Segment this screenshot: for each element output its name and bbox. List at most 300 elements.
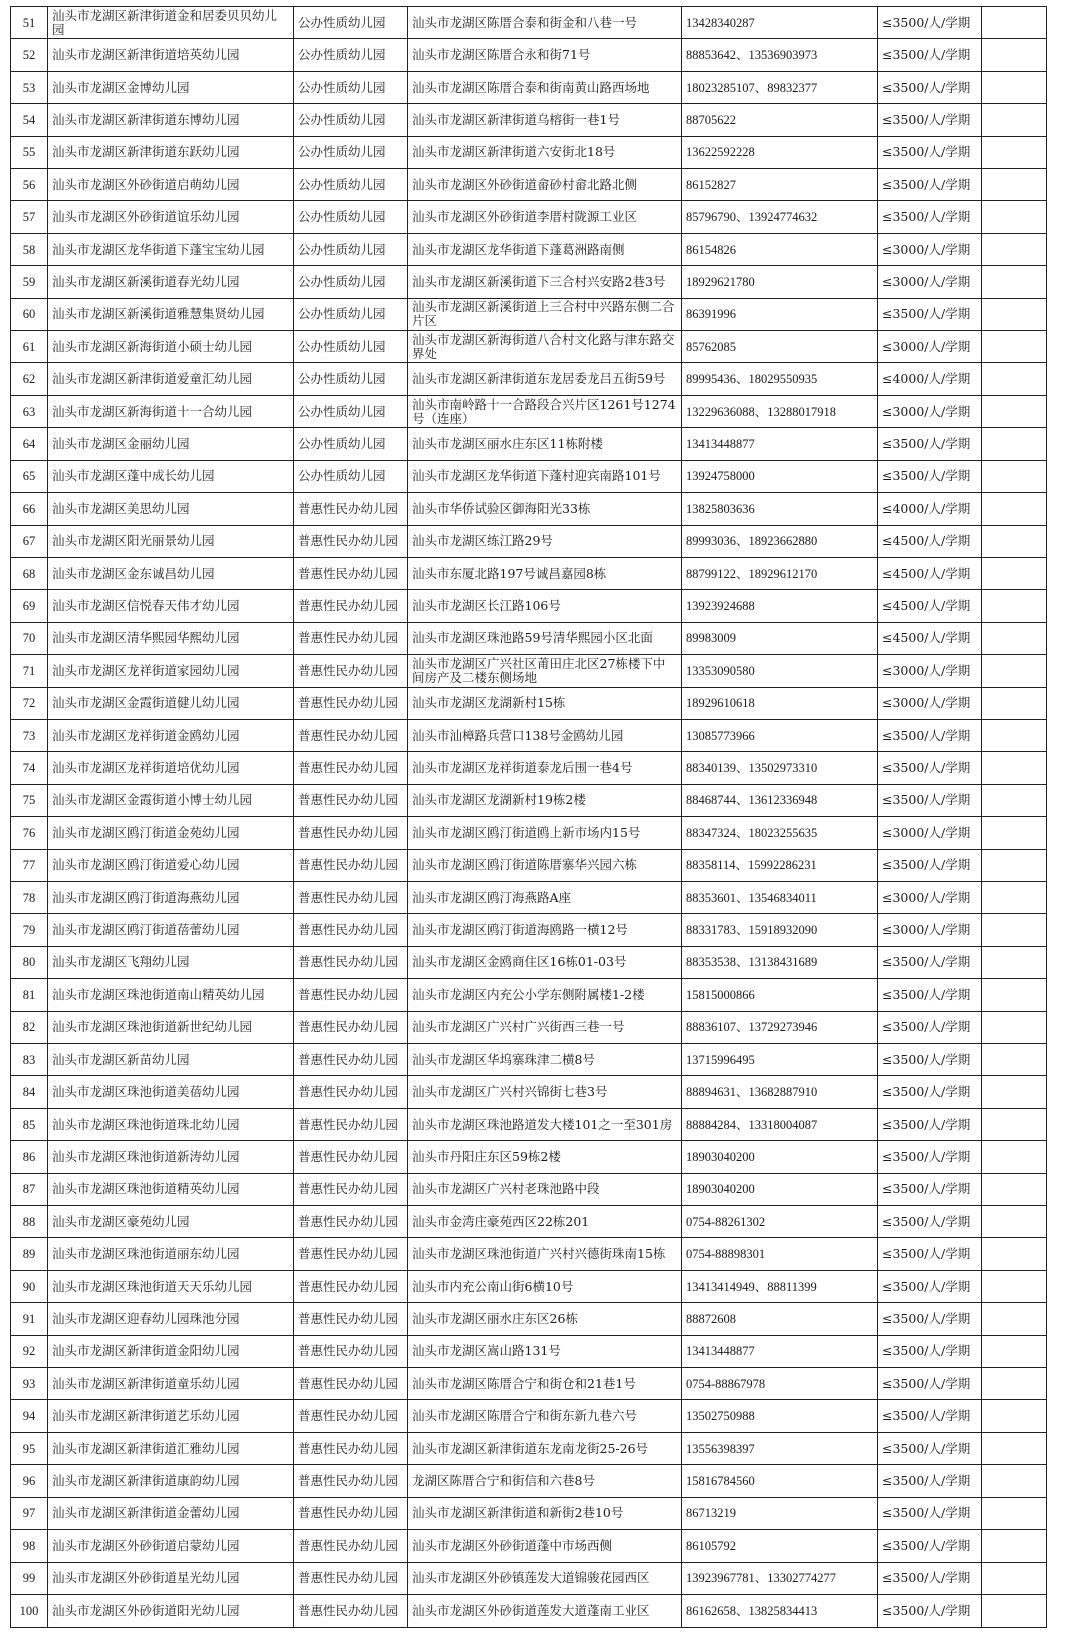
empty-cell — [982, 460, 1047, 492]
table-row — [11, 557, 1047, 589]
row-number-cell: 79 — [11, 914, 48, 946]
kindergarten-name-cell: 汕头市龙湖区新津街道东跃幼儿园 — [48, 136, 294, 168]
address-cell: 汕头市龙湖区广兴社区莆田庄北区27栋楼下中间房产及二楼东侧场地 — [408, 655, 682, 687]
fee-cell: ≤3500/人/学期 — [878, 1432, 982, 1464]
fee-cell: ≤3500/人/学期 — [878, 1108, 982, 1140]
address-cell: 龙湖区陈厝合宁和街信和六巷8号 — [408, 1465, 682, 1497]
kindergarten-name-cell: 汕头市龙湖区珠池街道新涛幼儿园 — [48, 1141, 294, 1173]
fee-cell: ≤3500/人/学期 — [878, 1335, 982, 1367]
row-number-cell: 67 — [11, 525, 48, 557]
address-cell: 汕头市龙湖区新溪街道下三合村兴安路2巷3号 — [408, 266, 682, 298]
empty-cell — [982, 104, 1047, 136]
phone-cell: 18023285107、89832377 — [682, 71, 878, 103]
kindergarten-type-cell: 普惠性民办幼儿园 — [294, 979, 408, 1011]
kindergarten-type-cell: 公办性质幼儿园 — [294, 428, 408, 460]
table-row — [11, 71, 1047, 103]
empty-cell — [982, 493, 1047, 525]
address-cell: 汕头市南岭路十一合路段合兴片区1261号1274号（连座） — [408, 395, 682, 427]
address-cell: 汕头市龙湖区陈厝合泰和街南黄山路西场地 — [408, 71, 682, 103]
kindergarten-name-cell: 汕头市龙湖区珠池街道南山精英幼儿园 — [48, 979, 294, 1011]
table-row — [11, 914, 1047, 946]
kindergarten-type-cell: 公办性质幼儿园 — [294, 136, 408, 168]
row-number-cell: 88 — [11, 1206, 48, 1238]
table-row — [11, 784, 1047, 816]
phone-cell: 86391996 — [682, 298, 878, 330]
phone-cell: 86713219 — [682, 1497, 878, 1529]
kindergarten-name-cell: 汕头市龙湖区新津街道艺乐幼儿园 — [48, 1400, 294, 1432]
address-cell: 汕头市龙湖区新津街道六安街北18号 — [408, 136, 682, 168]
table-row — [11, 1270, 1047, 1302]
kindergarten-type-cell: 普惠性民办幼儿园 — [294, 1497, 408, 1529]
fee-cell: ≤3500/人/学期 — [878, 1303, 982, 1335]
row-number-cell: 55 — [11, 136, 48, 168]
kindergarten-name-cell: 汕头市龙湖区新津街道康韵幼儿园 — [48, 1465, 294, 1497]
table-row — [11, 1303, 1047, 1335]
address-cell: 汕头市龙湖区嵩山路131号 — [408, 1335, 682, 1367]
kindergarten-name-cell: 汕头市龙湖区新津街道培英幼儿园 — [48, 39, 294, 71]
row-number-cell: 70 — [11, 622, 48, 654]
kindergarten-type-cell: 普惠性民办幼儿园 — [294, 817, 408, 849]
kindergarten-name-cell: 汕头市龙湖区外砂街道阳光幼儿园 — [48, 1594, 294, 1627]
kindergarten-name-cell: 汕头市龙湖区蓬中成长幼儿园 — [48, 460, 294, 492]
row-number-cell: 97 — [11, 1497, 48, 1529]
table-row — [11, 1206, 1047, 1238]
row-number-cell: 53 — [11, 71, 48, 103]
fee-cell: ≤3500/人/学期 — [878, 1206, 982, 1238]
address-cell: 汕头市龙湖区丽水庄东区11栋附楼 — [408, 428, 682, 460]
fee-cell: ≤3500/人/学期 — [878, 1594, 982, 1627]
row-number-cell: 77 — [11, 849, 48, 881]
kindergarten-type-cell: 普惠性民办幼儿园 — [294, 946, 408, 978]
fee-cell: ≤4500/人/学期 — [878, 557, 982, 589]
kindergarten-type-cell: 普惠性民办幼儿园 — [294, 1465, 408, 1497]
empty-cell — [982, 1044, 1047, 1076]
phone-cell: 13085773966 — [682, 719, 878, 751]
address-cell: 汕头市龙湖区长江路106号 — [408, 590, 682, 622]
table-row — [11, 460, 1047, 492]
kindergarten-type-cell: 公办性质幼儿园 — [294, 39, 408, 71]
table-row — [11, 525, 1047, 557]
kindergarten-type-cell: 普惠性民办幼儿园 — [294, 1335, 408, 1367]
address-cell: 汕头市龙湖区珠池路道发大楼101之一至301房 — [408, 1108, 682, 1140]
fee-cell: ≤4500/人/学期 — [878, 525, 982, 557]
kindergarten-type-cell: 普惠性民办幼儿园 — [294, 914, 408, 946]
kindergarten-name-cell: 汕头市龙湖区龙祥街道培优幼儿园 — [48, 752, 294, 784]
kindergarten-type-cell: 公办性质幼儿园 — [294, 266, 408, 298]
kindergarten-type-cell: 普惠性民办幼儿园 — [294, 687, 408, 719]
empty-cell — [982, 1076, 1047, 1108]
row-number-cell: 83 — [11, 1044, 48, 1076]
fee-cell: ≤3500/人/学期 — [878, 298, 982, 330]
kindergarten-type-cell: 普惠性民办幼儿园 — [294, 525, 408, 557]
phone-cell: 88853642、13536903973 — [682, 39, 878, 71]
table-row — [11, 7, 1047, 39]
phone-cell: 89993036、18923662880 — [682, 525, 878, 557]
fee-cell: ≤3000/人/学期 — [878, 266, 982, 298]
kindergarten-name-cell: 汕头市龙湖区新津街道东博幼儿园 — [48, 104, 294, 136]
table-row — [11, 395, 1047, 427]
kindergarten-name-cell: 汕头市龙湖区新津街道金和居委贝贝幼儿园 — [48, 7, 294, 39]
fee-cell: ≤3500/人/学期 — [878, 1044, 982, 1076]
kindergarten-name-cell: 汕头市龙湖区珠池街道珠北幼儿园 — [48, 1108, 294, 1140]
empty-cell — [982, 7, 1047, 39]
row-number-cell: 99 — [11, 1562, 48, 1594]
address-cell: 汕头市龙湖区鸥汀街道鸥上新市场内15号 — [408, 817, 682, 849]
phone-cell: 0754-88898301 — [682, 1238, 878, 1270]
table-row — [11, 363, 1047, 395]
address-cell: 汕头市龙湖区外砂街道李厝村陇源工业区 — [408, 201, 682, 233]
kindergarten-name-cell: 汕头市龙湖区清华熙园华熙幼儿园 — [48, 622, 294, 654]
empty-cell — [982, 1335, 1047, 1367]
fee-cell: ≤3500/人/学期 — [878, 39, 982, 71]
kindergarten-type-cell: 普惠性民办幼儿园 — [294, 1011, 408, 1043]
address-cell: 汕头市龙湖区新海街道八合村文化路与津东路交界处 — [408, 331, 682, 363]
kindergarten-type-cell: 普惠性民办幼儿园 — [294, 719, 408, 751]
empty-cell — [982, 233, 1047, 265]
phone-cell: 13924758000 — [682, 460, 878, 492]
row-number-cell: 54 — [11, 104, 48, 136]
table-row — [11, 201, 1047, 233]
kindergarten-name-cell: 汕头市龙湖区外砂街道启萌幼儿园 — [48, 169, 294, 201]
empty-cell — [982, 590, 1047, 622]
empty-cell — [982, 1303, 1047, 1335]
fee-cell: ≤3500/人/学期 — [878, 1368, 982, 1400]
row-number-cell: 85 — [11, 1108, 48, 1140]
empty-cell — [982, 1497, 1047, 1529]
fee-cell: ≤3500/人/学期 — [878, 719, 982, 751]
kindergarten-type-cell: 公办性质幼儿园 — [294, 395, 408, 427]
row-number-cell: 81 — [11, 979, 48, 1011]
address-cell: 汕头市龙湖区金鸥商住区16栋01-03号 — [408, 946, 682, 978]
address-cell: 汕头市龙湖区华坞寨珠津二横8号 — [408, 1044, 682, 1076]
phone-cell: 86105792 — [682, 1530, 878, 1562]
phone-cell: 88353538、13138431689 — [682, 946, 878, 978]
row-number-cell: 63 — [11, 395, 48, 427]
phone-cell: 88836107、13729273946 — [682, 1011, 878, 1043]
fee-cell: ≤3500/人/学期 — [878, 1173, 982, 1205]
table-row — [11, 687, 1047, 719]
empty-cell — [982, 1270, 1047, 1302]
row-number-cell: 76 — [11, 817, 48, 849]
address-cell: 汕头市龙湖区龙华街道下蓬村迎宾南路101号 — [408, 460, 682, 492]
address-cell: 汕头市龙湖区龙湖新村19栋2楼 — [408, 784, 682, 816]
row-number-cell: 71 — [11, 655, 48, 687]
kindergarten-type-cell: 普惠性民办幼儿园 — [294, 1270, 408, 1302]
kindergarten-type-cell: 普惠性民办幼儿园 — [294, 1206, 408, 1238]
table-row — [11, 1335, 1047, 1367]
kindergarten-name-cell: 汕头市龙湖区金丽幼儿园 — [48, 428, 294, 460]
table-row — [11, 233, 1047, 265]
fee-cell: ≤4000/人/学期 — [878, 363, 982, 395]
kindergarten-name-cell: 汕头市龙湖区阳光丽景幼儿园 — [48, 525, 294, 557]
kindergarten-type-cell: 公办性质幼儿园 — [294, 331, 408, 363]
empty-cell — [982, 201, 1047, 233]
phone-cell: 13353090580 — [682, 655, 878, 687]
kindergarten-name-cell: 汕头市龙湖区新溪街道春光幼儿园 — [48, 266, 294, 298]
table-row — [11, 1011, 1047, 1043]
fee-cell: ≤3500/人/学期 — [878, 1141, 982, 1173]
address-cell: 汕头市龙湖区陈厝合宁和街东新九巷六号 — [408, 1400, 682, 1432]
address-cell: 汕头市东厦北路197号诚昌嘉园8栋 — [408, 557, 682, 589]
table-row — [11, 1530, 1047, 1562]
address-cell: 汕头市龙湖区新溪街道上三合村中兴路东侧二合片区 — [408, 298, 682, 330]
row-number-cell: 98 — [11, 1530, 48, 1562]
kindergarten-type-cell: 公办性质幼儿园 — [294, 71, 408, 103]
kindergarten-name-cell: 汕头市龙湖区金霞街道健儿幼儿园 — [48, 687, 294, 719]
fee-cell: ≤3500/人/学期 — [878, 428, 982, 460]
kindergarten-type-cell: 普惠性民办幼儿园 — [294, 493, 408, 525]
table-row — [11, 1562, 1047, 1594]
phone-cell: 18929621780 — [682, 266, 878, 298]
table-row — [11, 493, 1047, 525]
address-cell: 汕头市龙湖区陈厝合宁和街仓和21巷1号 — [408, 1368, 682, 1400]
phone-cell: 13622592228 — [682, 136, 878, 168]
kindergarten-name-cell: 汕头市龙湖区鸥汀街道海燕幼儿园 — [48, 881, 294, 913]
row-number-cell: 92 — [11, 1335, 48, 1367]
fee-cell: ≤4000/人/学期 — [878, 493, 982, 525]
kindergarten-type-cell: 普惠性民办幼儿园 — [294, 655, 408, 687]
empty-cell — [982, 169, 1047, 201]
kindergarten-type-cell: 普惠性民办幼儿园 — [294, 622, 408, 654]
address-cell: 汕头市内充公南山街6横10号 — [408, 1270, 682, 1302]
phone-cell: 13502750988 — [682, 1400, 878, 1432]
kindergarten-name-cell: 汕头市龙湖区信悦春天伟才幼儿园 — [48, 590, 294, 622]
empty-cell — [982, 1206, 1047, 1238]
empty-cell — [982, 1368, 1047, 1400]
kindergarten-type-cell: 公办性质幼儿园 — [294, 201, 408, 233]
kindergarten-type-cell: 普惠性民办幼儿园 — [294, 1076, 408, 1108]
phone-cell: 13715996495 — [682, 1044, 878, 1076]
row-number-cell: 100 — [11, 1594, 48, 1627]
kindergarten-name-cell: 汕头市龙湖区新海街道十一合幼儿园 — [48, 395, 294, 427]
fee-cell: ≤3500/人/学期 — [878, 1011, 982, 1043]
kindergarten-type-cell: 公办性质幼儿园 — [294, 460, 408, 492]
address-cell: 汕头市龙湖区新津街道东龙居委龙吕五街59号 — [408, 363, 682, 395]
kindergarten-name-cell: 汕头市龙湖区龙华街道下蓬宝宝幼儿园 — [48, 233, 294, 265]
empty-cell — [982, 266, 1047, 298]
phone-cell: 86152827 — [682, 169, 878, 201]
row-number-cell: 86 — [11, 1141, 48, 1173]
row-number-cell: 69 — [11, 590, 48, 622]
table-body — [11, 7, 1047, 1628]
kindergarten-name-cell: 汕头市龙湖区新津街道童乐幼儿园 — [48, 1368, 294, 1400]
fee-cell: ≤3500/人/学期 — [878, 169, 982, 201]
address-cell: 汕头市龙湖区陈厝合永和街71号 — [408, 39, 682, 71]
empty-cell — [982, 1530, 1047, 1562]
fee-cell: ≤3500/人/学期 — [878, 752, 982, 784]
table-row — [11, 979, 1047, 1011]
kindergarten-name-cell: 汕头市龙湖区珠池街道丽东幼儿园 — [48, 1238, 294, 1270]
empty-cell — [982, 1562, 1047, 1594]
empty-cell — [982, 752, 1047, 784]
kindergarten-name-cell: 汕头市龙湖区外砂街道谊乐幼儿园 — [48, 201, 294, 233]
table-row — [11, 590, 1047, 622]
table-row — [11, 1368, 1047, 1400]
row-number-cell: 91 — [11, 1303, 48, 1335]
phone-cell: 88705622 — [682, 104, 878, 136]
fee-cell: ≤3500/人/学期 — [878, 946, 982, 978]
row-number-cell: 87 — [11, 1173, 48, 1205]
row-number-cell: 72 — [11, 687, 48, 719]
row-number-cell: 65 — [11, 460, 48, 492]
address-cell: 汕头市丹阳庄东区59栋2楼 — [408, 1141, 682, 1173]
row-number-cell: 74 — [11, 752, 48, 784]
address-cell: 汕头市龙湖区鸥汀海燕路A座 — [408, 881, 682, 913]
kindergarten-type-cell: 普惠性民办幼儿园 — [294, 1044, 408, 1076]
row-number-cell: 64 — [11, 428, 48, 460]
address-cell: 汕头市龙湖区内充公小学东侧附属楼1-2楼 — [408, 979, 682, 1011]
kindergarten-type-cell: 普惠性民办幼儿园 — [294, 752, 408, 784]
row-number-cell: 51 — [11, 7, 48, 39]
fee-cell: ≤4500/人/学期 — [878, 622, 982, 654]
phone-cell: 13428340287 — [682, 7, 878, 39]
fee-cell: ≤3500/人/学期 — [878, 1530, 982, 1562]
address-cell: 汕头市龙湖区珠池路59号清华熙园小区北面 — [408, 622, 682, 654]
address-cell: 汕头市龙湖区练江路29号 — [408, 525, 682, 557]
row-number-cell: 95 — [11, 1432, 48, 1464]
address-cell: 汕头市龙湖区广兴村兴锦街七巷3号 — [408, 1076, 682, 1108]
empty-cell — [982, 622, 1047, 654]
table-row — [11, 1076, 1047, 1108]
empty-cell — [982, 1141, 1047, 1173]
empty-cell — [982, 817, 1047, 849]
row-number-cell: 68 — [11, 557, 48, 589]
row-number-cell: 94 — [11, 1400, 48, 1432]
phone-cell: 18903040200 — [682, 1141, 878, 1173]
row-number-cell: 73 — [11, 719, 48, 751]
fee-cell: ≤3500/人/学期 — [878, 1400, 982, 1432]
row-number-cell: 58 — [11, 233, 48, 265]
kindergarten-type-cell: 普惠性民办幼儿园 — [294, 1108, 408, 1140]
table-row — [11, 1497, 1047, 1529]
address-cell: 汕头市龙湖区外砂街道畲砂村畲北路北侧 — [408, 169, 682, 201]
phone-cell: 18929610618 — [682, 687, 878, 719]
address-cell: 汕头市龙湖区新津街道和新街2巷10号 — [408, 1497, 682, 1529]
address-cell: 汕头市龙湖区龙湖新村15栋 — [408, 687, 682, 719]
row-number-cell: 96 — [11, 1465, 48, 1497]
kindergarten-type-cell: 公办性质幼儿园 — [294, 233, 408, 265]
phone-cell: 15816784560 — [682, 1465, 878, 1497]
kindergarten-type-cell: 普惠性民办幼儿园 — [294, 881, 408, 913]
table-row — [11, 1108, 1047, 1140]
kindergarten-name-cell: 汕头市龙湖区金东诚昌幼儿园 — [48, 557, 294, 589]
fee-cell: ≤3500/人/学期 — [878, 1497, 982, 1529]
kindergarten-type-cell: 普惠性民办幼儿园 — [294, 1173, 408, 1205]
table-row — [11, 298, 1047, 330]
address-cell: 汕头市龙湖区龙祥街道泰龙后围一巷4号 — [408, 752, 682, 784]
table-row — [11, 136, 1047, 168]
phone-cell: 88353601、13546834011 — [682, 881, 878, 913]
phone-cell: 13923967781、13302774277 — [682, 1562, 878, 1594]
phone-cell: 85796790、13924774632 — [682, 201, 878, 233]
fee-cell: ≤3000/人/学期 — [878, 914, 982, 946]
row-number-cell: 90 — [11, 1270, 48, 1302]
address-cell: 汕头市华侨试验区御海阳光33栋 — [408, 493, 682, 525]
kindergarten-type-cell: 普惠性民办幼儿园 — [294, 1400, 408, 1432]
table-row — [11, 1594, 1047, 1627]
empty-cell — [982, 71, 1047, 103]
fee-cell: ≤3000/人/学期 — [878, 331, 982, 363]
kindergarten-name-cell: 汕头市龙湖区外砂街道星光幼儿园 — [48, 1562, 294, 1594]
table-row — [11, 428, 1047, 460]
row-number-cell: 52 — [11, 39, 48, 71]
empty-cell — [982, 525, 1047, 557]
empty-cell — [982, 1238, 1047, 1270]
row-number-cell: 56 — [11, 169, 48, 201]
kindergarten-name-cell: 汕头市龙湖区龙祥街道金鸥幼儿园 — [48, 719, 294, 751]
kindergarten-name-cell: 汕头市龙湖区美思幼儿园 — [48, 493, 294, 525]
row-number-cell: 78 — [11, 881, 48, 913]
kindergarten-type-cell: 普惠性民办幼儿园 — [294, 1530, 408, 1562]
phone-cell: 13413414949、88811399 — [682, 1270, 878, 1302]
phone-cell: 88331783、15918932090 — [682, 914, 878, 946]
table-row — [11, 104, 1047, 136]
empty-cell — [982, 719, 1047, 751]
row-number-cell: 62 — [11, 363, 48, 395]
row-number-cell: 80 — [11, 946, 48, 978]
empty-cell — [982, 655, 1047, 687]
fee-cell: ≤3500/人/学期 — [878, 7, 982, 39]
kindergarten-fee-table-page — [10, 6, 1046, 1628]
kindergarten-name-cell: 汕头市龙湖区飞翔幼儿园 — [48, 946, 294, 978]
empty-cell — [982, 1173, 1047, 1205]
row-number-cell: 89 — [11, 1238, 48, 1270]
phone-cell: 13413448877 — [682, 1335, 878, 1367]
kindergarten-name-cell: 汕头市龙湖区金霞街道小博士幼儿园 — [48, 784, 294, 816]
kindergarten-name-cell: 汕头市龙湖区珠池街道天天乐幼儿园 — [48, 1270, 294, 1302]
fee-cell: ≤3000/人/学期 — [878, 687, 982, 719]
empty-cell — [982, 1594, 1047, 1627]
empty-cell — [982, 914, 1047, 946]
kindergarten-type-cell: 普惠性民办幼儿园 — [294, 590, 408, 622]
empty-cell — [982, 784, 1047, 816]
table-row — [11, 849, 1047, 881]
table-row — [11, 719, 1047, 751]
address-cell: 汕头市龙湖区龙华街道下蓬葛洲路南侧 — [408, 233, 682, 265]
fee-cell: ≤3500/人/学期 — [878, 1562, 982, 1594]
phone-cell: 18903040200 — [682, 1173, 878, 1205]
kindergarten-name-cell: 汕头市龙湖区新津街道爱童汇幼儿园 — [48, 363, 294, 395]
kindergarten-name-cell: 汕头市龙湖区龙祥街道家园幼儿园 — [48, 655, 294, 687]
phone-cell: 86154826 — [682, 233, 878, 265]
kindergarten-name-cell: 汕头市龙湖区豪苑幼儿园 — [48, 1206, 294, 1238]
row-number-cell: 82 — [11, 1011, 48, 1043]
kindergarten-name-cell: 汕头市龙湖区珠池街道精英幼儿园 — [48, 1173, 294, 1205]
table-row — [11, 752, 1047, 784]
kindergarten-name-cell: 汕头市龙湖区鸥汀街道爱心幼儿园 — [48, 849, 294, 881]
phone-cell: 88894631、13682887910 — [682, 1076, 878, 1108]
table-row — [11, 331, 1047, 363]
kindergarten-table — [10, 6, 1047, 1628]
table-row — [11, 1400, 1047, 1432]
kindergarten-name-cell: 汕头市龙湖区新溪街道雅慧集贤幼儿园 — [48, 298, 294, 330]
kindergarten-type-cell: 普惠性民办幼儿园 — [294, 1238, 408, 1270]
table-row — [11, 622, 1047, 654]
address-cell: 汕头市龙湖区广兴村老珠池路中段 — [408, 1173, 682, 1205]
kindergarten-type-cell: 普惠性民办幼儿园 — [294, 1594, 408, 1627]
kindergarten-type-cell: 普惠性民办幼儿园 — [294, 1562, 408, 1594]
kindergarten-name-cell: 汕头市龙湖区新津街道汇雅幼儿园 — [48, 1432, 294, 1464]
phone-cell: 13923924688 — [682, 590, 878, 622]
table-row — [11, 655, 1047, 687]
fee-cell: ≤3000/人/学期 — [878, 817, 982, 849]
empty-cell — [982, 363, 1047, 395]
empty-cell — [982, 395, 1047, 427]
address-cell: 汕头市龙湖区新津街道东龙南龙街25-26号 — [408, 1432, 682, 1464]
kindergarten-name-cell: 汕头市龙湖区鸥汀街道金苑幼儿园 — [48, 817, 294, 849]
kindergarten-type-cell: 普惠性民办幼儿园 — [294, 1432, 408, 1464]
fee-cell: ≤3500/人/学期 — [878, 1270, 982, 1302]
